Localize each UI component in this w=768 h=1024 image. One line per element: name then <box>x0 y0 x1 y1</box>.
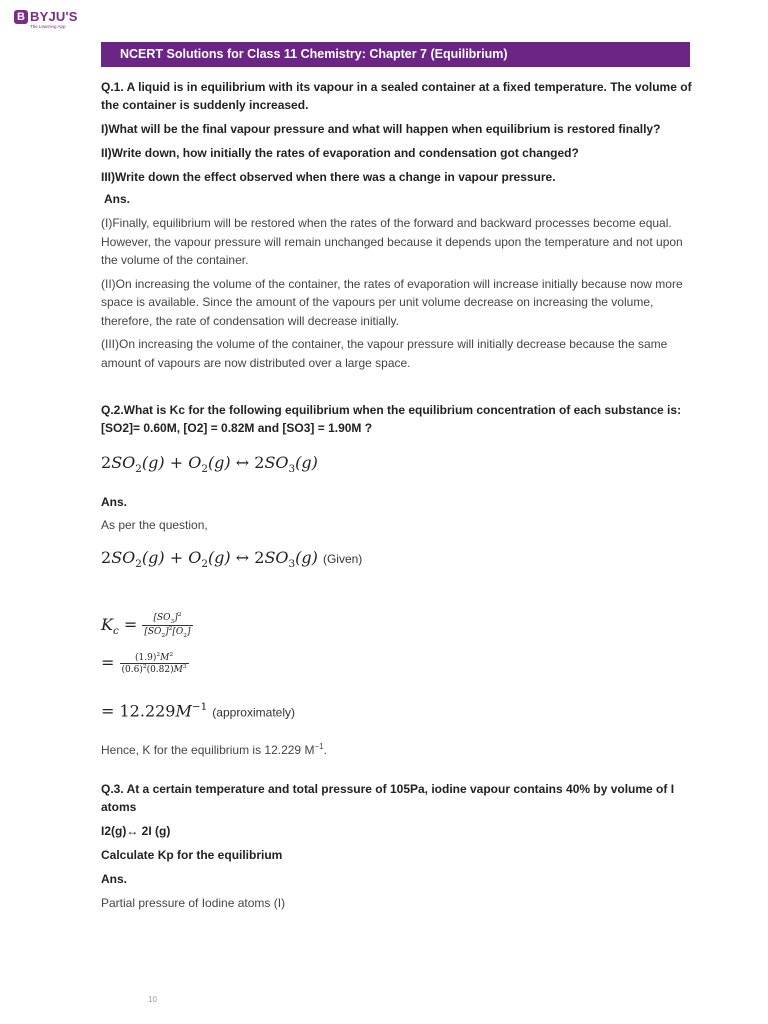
logo-mark-icon: B <box>14 10 28 24</box>
page-number: 10 <box>148 995 157 1004</box>
chapter-banner: NCERT Solutions for Class 11 Chemistry: Chapter 7 (Equilibrium) <box>101 42 690 67</box>
kc-substitution: = $\frac{(1.9)^2M^2}{(0.6)^2(0.82)M^3}$ <box>101 652 187 676</box>
kc-result: = $12.229M^{-1}$ (approximately) <box>101 701 295 721</box>
q1-answer-1: (I)Finally, equilibrium will be restored when the rates of the forward and backward processes become equal. However, the vapour pressure will remain unchanged because it depends upon the temperature and not upon the volume of the container. <box>101 216 683 267</box>
given-label: (Given) <box>322 551 363 566</box>
q1-part1: I)What will be the final vapour pressure and what will happen when equilibrium is restored finally? <box>101 122 661 136</box>
kc-expression: $K_c$ = $\frac{[SO_3]^2}{[SO_2]^2[O_2]}$ <box>101 611 191 639</box>
q3-ans-label: Ans. <box>101 872 128 887</box>
q3-question: Q.3. At a certain temperature and total pressure of 105Pa, iodine vapour contains 40% by volume of I atoms <box>101 782 675 815</box>
byjus-logo <box>14 9 78 30</box>
q2-result-sentence: Hence, K for the equilibrium is 12.229 $M^{-1}$. <box>101 741 327 757</box>
brand-tagline: The Learning App <box>30 24 66 29</box>
q2-question: Q.2.What is Kc for the following equilibrium when the equilibrium concentration of each substance is: [SO2]= 0.60M, [O2] = 0.82M and [SO3] = 1.90M ? <box>101 403 682 435</box>
approx-label: (approximately) <box>212 705 295 720</box>
q3-line1: Partial pressure of Iodine atoms (I) <box>101 896 286 911</box>
q3-reaction: I2(g)↔ 2I (g) <box>101 824 171 839</box>
document-body <box>101 78 695 913</box>
q1-ans-label: Ans. <box>104 192 131 206</box>
q1-answer-2: (II)On increasing the volume of the container, the rates of evaporation will increase initially because now more space is available. Since the amount of the vapours per unit volume decrease on increasing the volume, therefore, the rate of condensation will decrease initially. <box>101 276 683 328</box>
brand-name: BYJU'S <box>30 9 78 24</box>
q3-task: Calculate Kp for the equilibrium <box>101 848 283 863</box>
q2-ans-label: Ans. <box>101 495 128 510</box>
q1-answer-3: (III)On increasing the volume of the container, the vapour pressure will initially decrease because the same amount of vapours are now distributed over a large space. <box>101 337 668 370</box>
q2-given-equation: $2SO_2(g) + O_2(g)$ ↔ $2SO_3(g)$ (Given) <box>101 547 363 570</box>
q2-equation: $2SO_2(g) + O_2(g)$ ↔ $2SO_3(g)$ <box>101 453 318 476</box>
q2-intro: As per the question, <box>101 518 208 533</box>
q1-question: Q.1. A liquid is in equilibrium with its vapour in a sealed container at a fixed temperature. The volume of the container is suddenly increased. <box>101 80 692 112</box>
q1-part3: III)Write down the effect observed when there was a change in vapour pressure. <box>101 170 556 184</box>
q1-part2: II)Write down, how initially the rates of evaporation and condensation got changed? <box>101 146 579 160</box>
